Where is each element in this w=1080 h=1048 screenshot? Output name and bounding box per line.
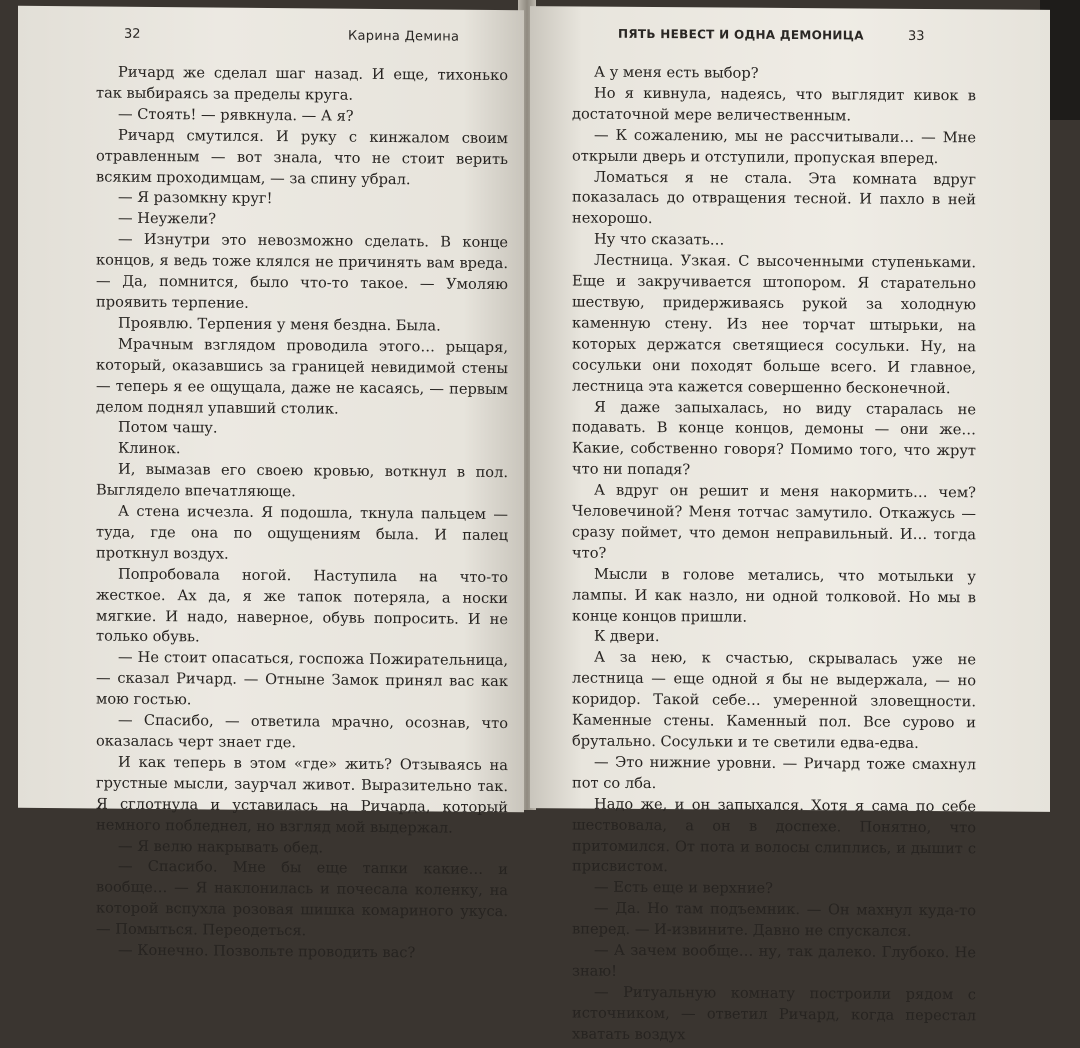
left-page-running-title: Карина Демина: [348, 28, 460, 45]
paragraph: Ну что сказать…: [594, 230, 725, 249]
paragraph: — А зачем вообще… ну, так далеко. Глубоко. Не знаю!: [572, 941, 976, 980]
paragraph: — Стоять! — рявкнула. — А я?: [118, 105, 354, 125]
paragraph: — Это нижние уровни. — Ричард тоже смахнул пот со лба.: [572, 753, 976, 792]
paragraph: Ричард же сделал шаг назад. И еще, тихонько так выбираясь за пределы круга.: [96, 63, 508, 104]
paragraph: — Я велю накрывать обед.: [118, 837, 324, 856]
paragraph: — Я разомкну круг!: [118, 189, 273, 208]
paragraph: А у меня есть выбор?: [594, 63, 759, 82]
paragraph: И, вымазав его своею кровью, воткнул в пол. Выглядело впечатляюще.: [96, 460, 508, 501]
paragraph: А стена исчезла. Я подошла, ткнула пальцем — туда, где она по ощущениям была. И палец проткнул воздух.: [96, 502, 508, 563]
paragraph: — Спасибо. Мне бы еще тапки какие… и вообще… — Я наклонилась и почесала коленку, на которой вспухла розовая шишка комариного укуса. — Помыться. Переодеться.: [96, 858, 508, 940]
left-page-body: [96, 62, 508, 965]
paragraph: Но я кивнула, надеясь, что выглядит кивок в достаточной мере величественным.: [572, 84, 976, 125]
paragraph: Клинок.: [118, 439, 181, 458]
paragraph: Мысли в голове метались, что мотыльки у лампы. И как назло, ни одной толковой. Но мы в конце концов пришли.: [572, 565, 976, 626]
paragraph: — К сожалению, мы не рассчитывали… — Мне открыли дверь и отступили, пропуская вперед.: [572, 126, 976, 167]
paragraph: — Неужели?: [118, 210, 217, 228]
paragraph: Проявлю. Терпения у меня бездна. Была.: [118, 314, 441, 335]
right-page-number: 33: [908, 28, 925, 44]
left-page: [18, 6, 524, 962]
paragraph: К двери.: [594, 628, 660, 646]
paragraph: — Конечно. Позвольте проводить вас?: [118, 941, 416, 962]
right-page-running-title: ПЯТЬ НЕВЕСТ И ОДНА ДЕМОНИЦА: [618, 26, 864, 43]
paragraph: А вдруг он решит и меня накормить… чем? Человечиной? Меня тотчас замутило. Откажусь — сразу поймет, что демон неправильный. И… тогда что?: [572, 481, 976, 562]
paragraph: Мрачным взглядом проводила этого… рыцаря, который, оказавшись за границей невидимой стены — теперь я ее ощущала, даже не касаясь, — первым делом поднял упавший столик.: [96, 335, 508, 418]
paragraph: И как теперь в этом «где» жить? Отзываясь на грустные мысли, заурчал живот. Выразительно так. Я сглотнула и уставилась на Ричарда, который немного побледнел, но взгляд мой выдержал.: [96, 753, 508, 837]
paragraph: А за нею, к счастью, скрывалась уже не лестница — еще одной я бы не выдержала, — но коридор. Такой себе… умеренной зловещности. Каменные стены. Каменный пол. Все сурово и брутально. Сосульки и те светили едва-едва.: [572, 649, 976, 752]
paragraph: Потом чашу.: [118, 419, 218, 437]
paragraph: Ричард смутился. И руку с кинжалом своим отравленным — вот знала, что не стоит верить всяким проходимцам, — за спину убрал.: [96, 126, 508, 188]
paragraph: — Ритуальную комнату построили рядом с источником, — ответил Ричард, когда перестал хватать воздух: [572, 983, 976, 1043]
paragraph: — Спасибо, — ответила мрачно, осознав, что оказалась черт знает где.: [96, 711, 508, 752]
paragraph: Надо же, и он запыхался. Хотя я сама по себе шествовала, а он в доспехе. Понятно, что притомился. От пота и волосы слиплись, и дышит с присвистом.: [572, 795, 976, 876]
right-page-body: [572, 62, 976, 1047]
paragraph: — Не стоит опасаться, госпожа Пожирательница, — сказал Ричард. — Отныне Замок принял вас как мою гостью.: [96, 649, 508, 709]
paragraph: — Изнутри это невозможно сделать. В конце концов, я ведь тоже клялся не причинять вам вреда. — Да, помнится, было что-то такое. — Умоляю проявить терпение.: [96, 230, 508, 312]
left-page-header: [18, 24, 524, 52]
paragraph: — Да. Но там подъемник. — Он махнул куда-то вперед. — И-извините. Давно не спускался.: [572, 899, 976, 941]
paragraph: Я даже запыхалась, но виду старалась не подавать. В конце концов, демоны — они же… Какие, собственно говоря? Помимо того, что жрут что ни попадя?: [572, 398, 976, 479]
paragraph: Лестница. Узкая. С высоченными ступеньками. Еще и закручивается штопором. Я старательно шествую, придерживаясь рукой за холодную каменную стену. Из нее торчат штырьки, на которых держатся светящиеся сосульки. Ну, на сосульки они походят больше всего. И главное, лестница эта кажется совершенно бесконечной.: [572, 251, 976, 397]
paragraph: Попробовала ногой. Наступила на что-то жесткое. Ах да, я же тапок потеряла, а носки мягкие. И надо, наверное, обувь попросить. И не только обувь.: [96, 565, 508, 646]
left-page-number: 32: [124, 26, 141, 42]
paragraph: — Есть еще и верхние?: [594, 878, 773, 898]
right-page: [530, 6, 1050, 1043]
paragraph: Ломаться я не стала. Эта комната вдруг показалась до отвращения тесной. И пахло в ней нехорошо.: [572, 168, 976, 228]
right-page-header: [530, 24, 1050, 52]
